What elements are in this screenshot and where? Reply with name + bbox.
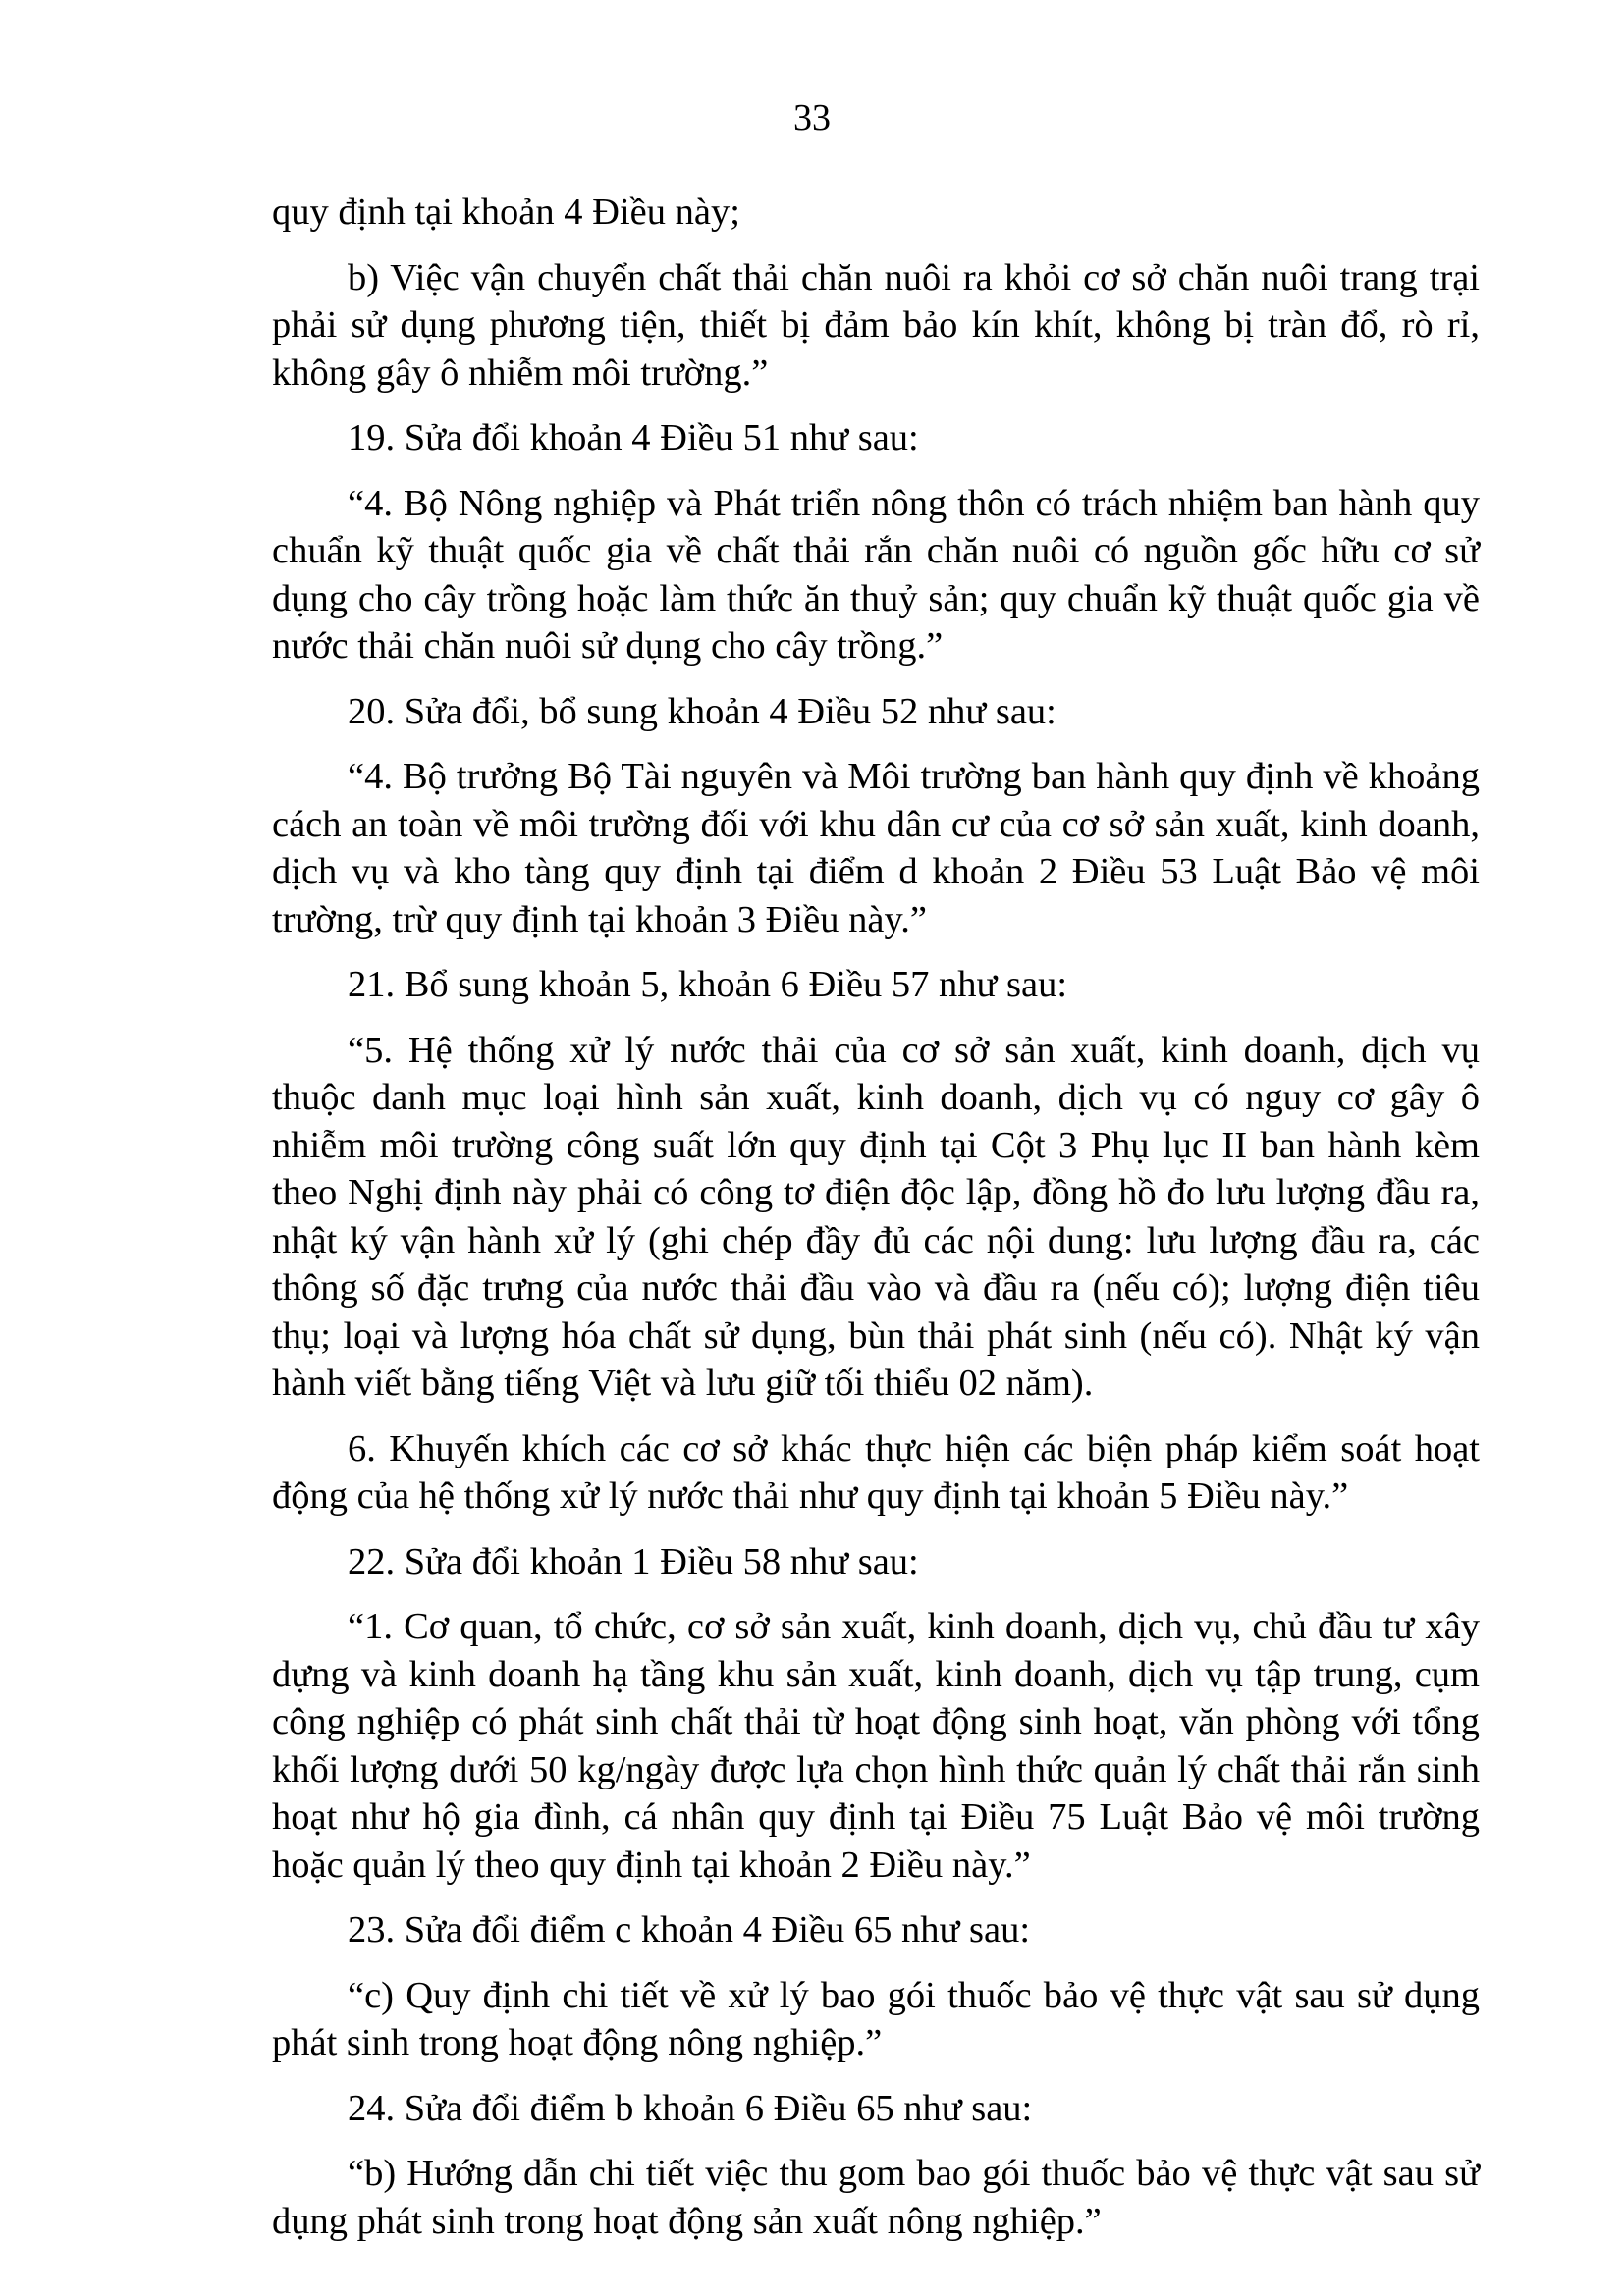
amendment-heading-19: 19. Sửa đổi khoản 4 Điều 51 như sau:: [348, 417, 919, 458]
amendment-text-22: “1. Cơ quan, tổ chức, cơ sở sản xuất, kinh doanh, dịch vụ, chủ đầu tư xây dựng và kinh doanh hạ tầng khu sản xuất, kinh doanh, dịch vụ tập trung, cụm công nghiệp có phát sinh chất thải từ hoạt động sinh hoạt, văn phòng với tổng khối lượng dưới 50 kg/ngày được lựa chọn hình thức quản lý chất thải rắn sinh hoạt như hộ gia đình, cá nhân quy định tại Điều 75 Luật Bảo vệ môi trường hoặc quản lý theo quy định tại khoản 2 Điều này.”: [272, 1606, 1480, 1886]
amendment-text-21-clause-6: 6. Khuyến khích các cơ sở khác thực hiện các biện pháp kiểm soát hoạt động của hệ thống xử lý nước thải như quy định tại khoản 5 Điều này.”: [272, 1427, 1480, 1517]
amendment-text-24: “b) Hướng dẫn chi tiết việc thu gom bao gói thuốc bảo vệ thực vật sau sử dụng phát sinh trong hoạt động sản xuất nông nghiệp.”: [272, 2153, 1480, 2242]
paragraph-item-b: b) Việc vận chuyển chất thải chăn nuôi ra khỏi cơ sở chăn nuôi trang trại phải sử dụng phương tiện, thiết bị đảm bảo kín khít, không bị tràn đổ, rò rỉ, không gây ô nhiễm môi trường.”: [272, 256, 1480, 394]
amendment-heading-21: 21. Bổ sung khoản 5, khoản 6 Điều 57 như sau:: [348, 964, 1068, 1005]
amendment-heading-23: 23. Sửa đổi điểm c khoản 4 Điều 65 như sau:: [348, 1909, 1031, 1950]
amendment-text-23: “c) Quy định chi tiết về xử lý bao gói thuốc bảo vệ thực vật sau sử dụng phát sinh trong hoạt động nông nghiệp.”: [272, 1974, 1480, 2063]
document-body: [272, 188, 1480, 2263]
amendment-heading-24: 24. Sửa đổi điểm b khoản 6 Điều 65 như sau:: [348, 2087, 1033, 2129]
paragraph-continuation: quy định tại khoản 4 Điều này;: [272, 191, 740, 233]
amendment-text-21-clause-5: “5. Hệ thống xử lý nước thải của cơ sở sản xuất, kinh doanh, dịch vụ thuộc danh mục loại hình sản xuất, kinh doanh, dịch vụ có nguy cơ gây ô nhiễm môi trường công suất lớn quy định tại Cột 3 Phụ lục II ban hành kèm theo Nghị định này phải có công tơ điện độc lập, đồng hồ đo lưu lượng đầu ra, nhật ký vận hành xử lý (ghi chép đầy đủ các nội dung: lưu lượng đầu ra, các thông số đặc trưng của nước thải đầu vào và đầu ra (nếu có); lượng điện tiêu thụ; loại và lượng hóa chất sử dụng, bùn thải phát sinh (nếu có). Nhật ký vận hành viết bằng tiếng Việt và lưu giữ tối thiểu 02 năm).: [272, 1029, 1480, 1404]
amendment-text-20: “4. Bộ trưởng Bộ Tài nguyên và Môi trường ban hành quy định về khoảng cách an toàn về môi trường đối với khu dân cư của cơ sở sản xuất, kinh doanh, dịch vụ và kho tàng quy định tại điểm d khoản 2 Điều 53 Luật Bảo vệ môi trường, trừ quy định tại khoản 3 Điều này.”: [272, 756, 1480, 940]
amendment-text-19: “4. Bộ Nông nghiệp và Phát triển nông thôn có trách nhiệm ban hành quy chuẩn kỹ thuật quốc gia về chất thải rắn chăn nuôi có nguồn gốc hữu cơ sử dụng cho cây trồng hoặc làm thức ăn thuỷ sản; quy chuẩn kỹ thuật quốc gia về nước thải chăn nuôi sử dụng cho cây trồng.”: [272, 482, 1480, 667]
amendment-heading-20: 20. Sửa đổi, bổ sung khoản 4 Điều 52 như sau:: [348, 690, 1056, 732]
amendment-heading-22: 22. Sửa đổi khoản 1 Điều 58 như sau:: [348, 1540, 919, 1582]
page-number: 33: [793, 97, 831, 138]
